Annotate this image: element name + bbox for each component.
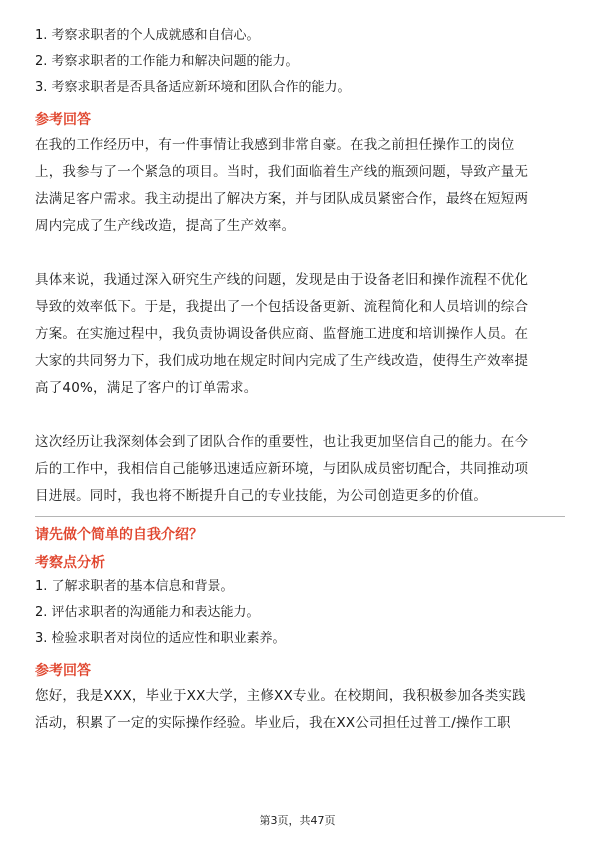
answer-paragraph <box>35 267 565 402</box>
answer-paragraph <box>35 429 565 510</box>
list-item: 2. 评估求职者的沟通能力和表达能力。 <box>35 605 260 620</box>
answer-heading: 参考回答 <box>35 112 91 128</box>
list-item: 3. 考察求职者是否具备适应新环境和团队合作的能力。 <box>35 80 351 95</box>
paragraph-line: 导致的效率低下。于是，我提出了一个包括设备更新、流程简化和人员培训的综合 <box>35 299 529 315</box>
section1-points <box>35 26 565 104</box>
paragraph-line: 法满足客户需求。我主动提出了解决方案，并与团队成员紧密合作，最终在短短两 <box>35 191 529 207</box>
answer-paragraph <box>35 132 565 240</box>
list-item: 3. 检验求职者对岗位的适应性和职业素养。 <box>35 631 286 646</box>
paragraph-line: 具体来说，我通过深入研究生产线的问题，发现是由于设备老旧和操作流程不优化 <box>35 272 529 288</box>
paragraph-line: 您好，我是XXX，毕业于XX大学，主修XX专业。在校期间，我积极参加各类实践 <box>35 688 526 704</box>
page-number: 第3页，共47页 <box>259 814 336 827</box>
question-title: 请先做个简单的自我介绍？ <box>35 527 203 543</box>
analysis-heading: 考察点分析 <box>35 555 105 571</box>
paragraph-line: 这次经历让我深刻体会到了团队合作的重要性，也让我更加坚信自己的能力。在今 <box>35 434 529 450</box>
section-divider <box>35 516 565 517</box>
list-item: 1. 了解求职者的基本信息和背景。 <box>35 579 234 594</box>
list-item: 1. 考察求职者的个人成就感和自信心。 <box>35 28 260 43</box>
section2-points <box>35 577 565 655</box>
paragraph-line: 上，我参与了一个紧急的项目。当时，我们面临着生产线的瓶颈问题，导致产量无 <box>35 164 529 180</box>
paragraph-line: 在我的工作经历中，有一件事情让我感到非常自豪。在我之前担任操作工的岗位 <box>35 137 515 153</box>
answer-heading: 参考回答 <box>35 663 91 679</box>
list-item: 2. 考察求职者的工作能力和解决问题的能力。 <box>35 54 299 69</box>
paragraph-line: 高了40%，满足了客户的订单需求。 <box>35 380 258 396</box>
paragraph-line: 方案。在实施过程中，我负责协调设备供应商、监督施工进度和培训操作人员。在 <box>35 326 529 342</box>
paragraph-line: 后的工作中，我相信自己能够迅速适应新环境，与团队成员密切配合，共同推动项 <box>35 461 529 477</box>
paragraph-line: 周内完成了生产线改造，提高了生产效率。 <box>35 218 296 234</box>
paragraph-line: 活动，积累了一定的实际操作经验。毕业后，我在XX公司担任过普工/操作工职 <box>35 715 511 731</box>
paragraph-line: 大家的共同努力下，我们成功地在规定时间内完成了生产线改造，使得生产效率提 <box>35 353 529 369</box>
paragraph-line: 目进展。同时，我也将不断提升自己的专业技能，为公司创造更多的价值。 <box>35 488 488 504</box>
document-page <box>35 26 565 737</box>
answer-paragraph <box>35 683 565 737</box>
